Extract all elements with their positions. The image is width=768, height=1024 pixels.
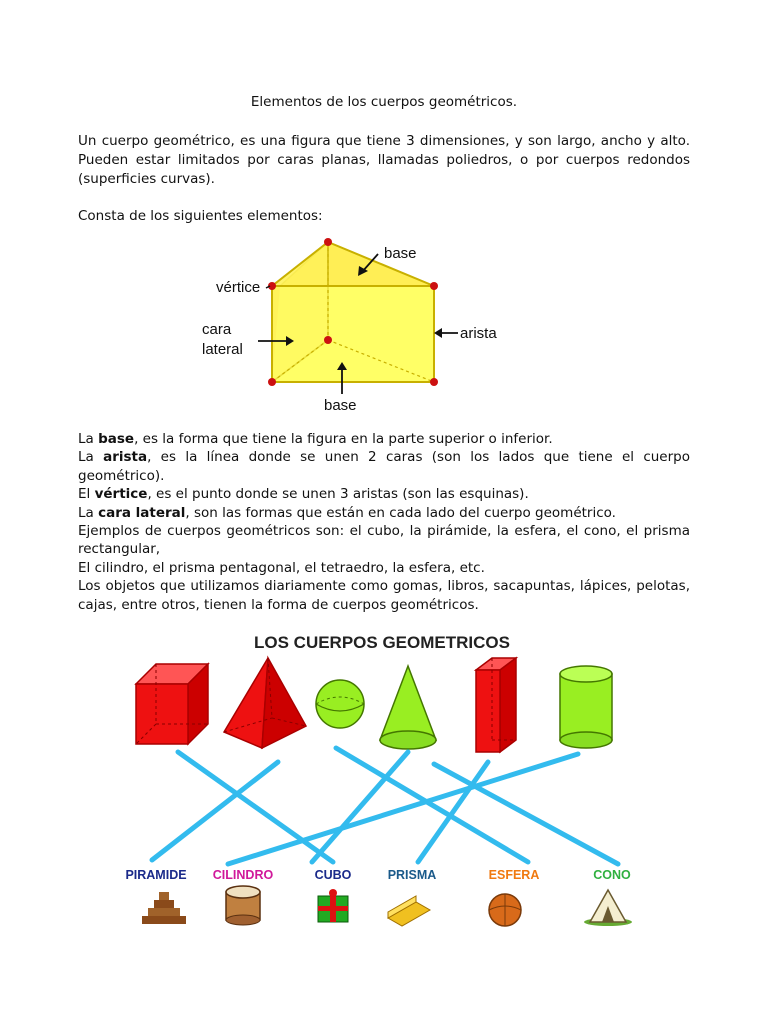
word-label-piramide: PIRAMIDE (125, 868, 187, 882)
def-cara-lateral: La cara lateral, son las formas que están en cada lado del cuerpo geométrico. (78, 504, 616, 521)
cylinder-shape (560, 666, 612, 748)
geometric-bodies-image (108, 622, 656, 944)
page-title: Elementos de los cuerpos geométricos. (250, 94, 518, 110)
word-label-cono: CONO (593, 868, 631, 882)
label-base-top: base (384, 245, 417, 262)
word-label-cubo: CUBO (314, 868, 352, 882)
def-base: La base, es la forma que tiene la figura en la parte superior o inferior. (78, 431, 553, 447)
def-vertice: El vértice, es el punto donde se unen 3 aristas (son las esquinas). (78, 486, 529, 503)
word-label-cilindro: CILINDRO (212, 868, 274, 882)
label-cara: cara (202, 321, 232, 338)
vertex-dot (268, 378, 276, 386)
cube-shape (136, 664, 208, 744)
definitions (78, 430, 690, 614)
def-arista: La arista, es la línea donde se unen 2 caras (son los lados que tiene el cuerpo geométrico). (78, 449, 690, 484)
word-label-esfera: ESFERA (488, 868, 540, 882)
image-heading: LOS CUERPOS GEOMETRICOS (254, 633, 510, 652)
sphere-shape (316, 680, 364, 728)
def-examples: Ejemplos de cuerpos geométricos son: el cubo, la pirámide, la esfera, el cono, el prisma rectangular, (78, 523, 690, 558)
elements-heading: Consta de los siguientes elementos: (78, 208, 323, 224)
drum-object-icon (226, 886, 260, 925)
label-lateral: lateral (202, 341, 243, 358)
prism-front-face-overlay (272, 286, 434, 382)
prism-diagram (196, 236, 516, 416)
word-label-prisma: PRISMA (387, 868, 437, 882)
vertex-dot (324, 336, 332, 344)
vertex-dot (430, 378, 438, 386)
label-vertice: vértice (216, 279, 261, 296)
prism-shape (476, 658, 516, 752)
def-examples-2: El cilindro, el prisma pentagonal, el tetraedro, la esfera, etc. (78, 559, 485, 576)
vertex-dot (430, 282, 438, 290)
def-objects: Los objetos que utilizamos diariamente como gomas, libros, sacapuntas, lápices, pelotas, cajas, entre otros, tienen la forma de cuerpos geométricos. (78, 578, 690, 613)
label-arista: arista (460, 325, 497, 342)
intro-paragraph: Un cuerpo geométrico, es una figura que tiene 3 dimensiones, y son largo, ancho y alto. Pueden estar limitados por caras planas, llamadas poliedros, o por cuerpos redondos (superficies curvas). (78, 133, 690, 187)
vertex-dot (324, 238, 332, 246)
ball-object-icon (489, 894, 521, 926)
label-base-bottom: base (324, 397, 357, 414)
